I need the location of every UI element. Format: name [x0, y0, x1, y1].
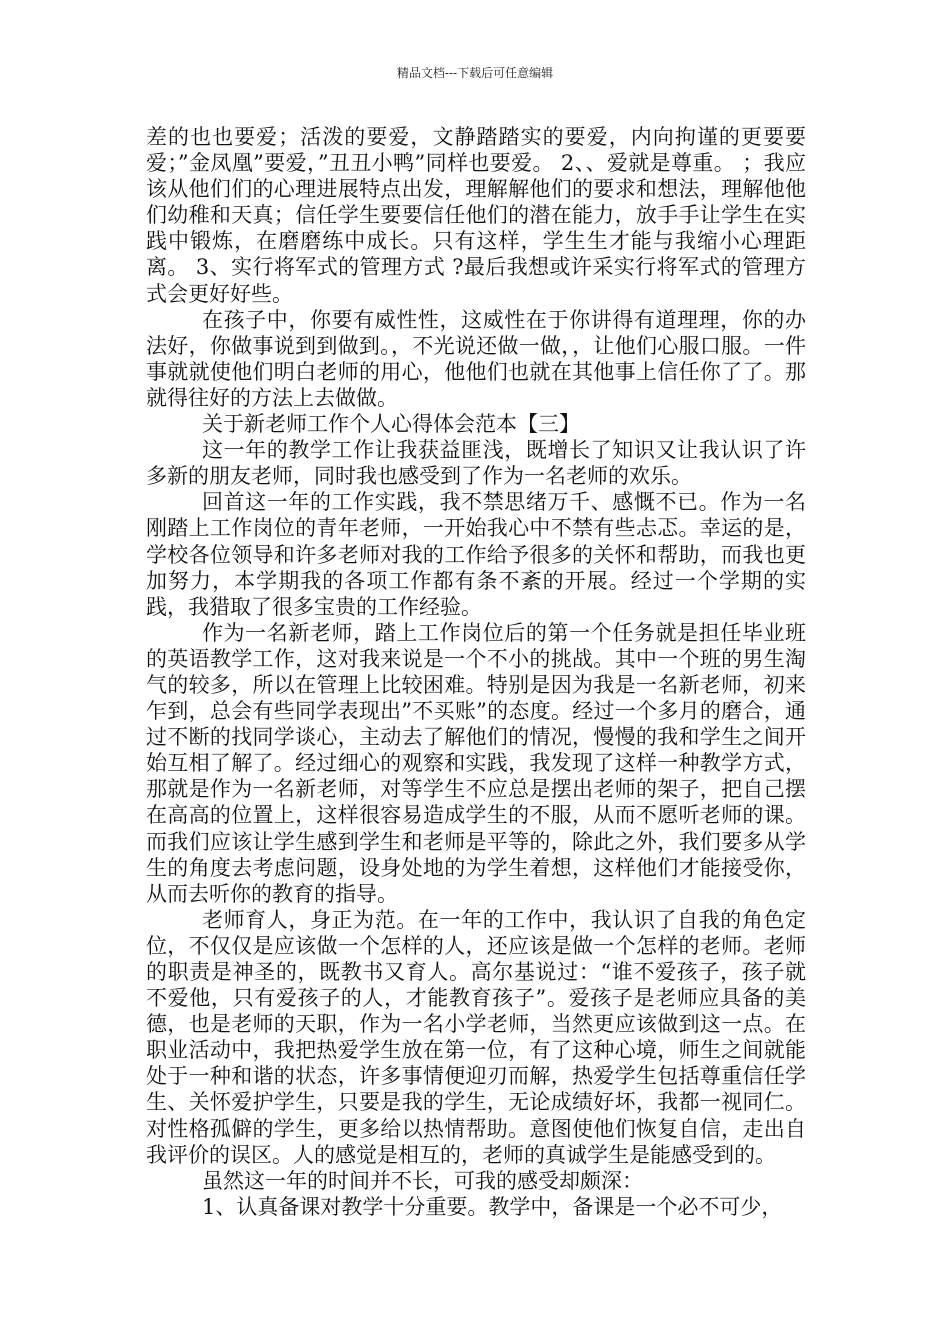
paragraph: 在孩子中，你要有威性性，这威性在于你讲得有道理理，你的办法好，你做事说到到做到。，不光说还做一做，，让他们心服口服。一件事就就使他们明白老师的用心，他他们也就在其他事上信任你了了。那就得往好的方法上去做做。	[146, 307, 806, 410]
paragraph: 老师育人，身正为范。在一年的工作中，我认识了自我的角色定位，不仅仅是应该做一个怎样的人，还应该是做一个怎样的老师。老师的职责是神圣的，既教书又育人。高尔基说过：“谁不爱孩子，孩子就不爱他，只有爱孩子的人，才能教育孩子”。爱孩子是老师应具备的美德，也是老师的天职，作为一名小学老师，当然更应该做到这一点。在职业活动中，我把热爱学生放在第一位，有了这种心境，师生之间就能处于一种和谐的状态，许多事情便迎刃而解，热爱学生包括尊重信任学生、关怀爱护学生，只要是我的学生，无论成绩好坏，我都一视同仁。对性格孤僻的学生，更多给以热情帮助。意图使他们恢复自信，走出自我评价的误区。人的感觉是相互的，老师的真诚学生是能感受到的。	[146, 907, 806, 1167]
paragraph-continued: 差的也也要爱；活泼的要爱，文静踏踏实的要爱，内向拘谨的更要要爱；”金凤凰”要爱，”丑丑小鸭”同样也要爱。 2、、爱就是尊重。 ；我应该从他们们的心理进展特点出发，理解解他们的要求和想法，理解他他们幼稚和天真；信任学生要要信任他们的潜在能力，放手手让学生在实践中锻炼，在磨磨练中成长。只有这样，学生生才能与我缩小心理距离。 3、实行将军式的管理方式 ?最后我想或许采实行将军式的管理方式会更好好些。	[146, 125, 806, 306]
paragraph: 作为一名新老师，踏上工作岗位后的第一个任务就是担任毕业班的英语教学工作，这对我来说是一个不小的挑战。其中一个班的男生淘气的较多，所以在管理上比较困难。特别是因为我是一名新老师，初来乍到，总会有些同学表现出”不买账”的态度。经过一个多月的磨合，通过不断的找同学谈心，主动去了解他们的情况，慢慢的我和学生之间开始互相了解了。经过细心的观察和实践，我发现了这样一种教学方式，那就是作为一名新老师，对等学生不应总是摆出老师的架子，把自己摆在高高的位置上，这样很容易造成学生的不服，从而不愿听老师的课。而我们应该让学生感到学生和老师是平等的，除此之外，我们要多从学生的角度去考虑问题，设身处地的为学生着想，这样他们才能接受你，从而去听你的教育的指导。	[146, 620, 806, 906]
paragraph: 虽然这一年的时间并不长，可我的感受却颇深：	[202, 1168, 643, 1193]
page-header: 精品文档---下载后可任意编辑	[396, 66, 554, 80]
paragraph: 这一年的教学工作让我获益匪浅，既增长了知识又让我认识了许多新的朋友老师，同时我也感受到了作为一名老师的欢乐。	[146, 438, 806, 489]
paragraph: 1、认真备课对教学十分重要。教学中，备课是一个必不可少，	[202, 1194, 783, 1219]
section-heading: 关于新老师工作个人心得体会范本【三】	[202, 412, 580, 437]
paragraph: 回首这一年的工作实践，我不禁思绪万千、感慨不已。作为一名刚踏上工作岗位的青年老师，一开始我心中不禁有些忐忑。幸运的是，学校各位领导和许多老师对我的工作给予很多的关怀和帮助，而我也更加努力，本学期我的各项工作都有条不紊的开展。经过一个学期的实践，我猎取了很多宝贵的工作经验。	[146, 490, 806, 619]
document-body	[146, 124, 806, 1220]
